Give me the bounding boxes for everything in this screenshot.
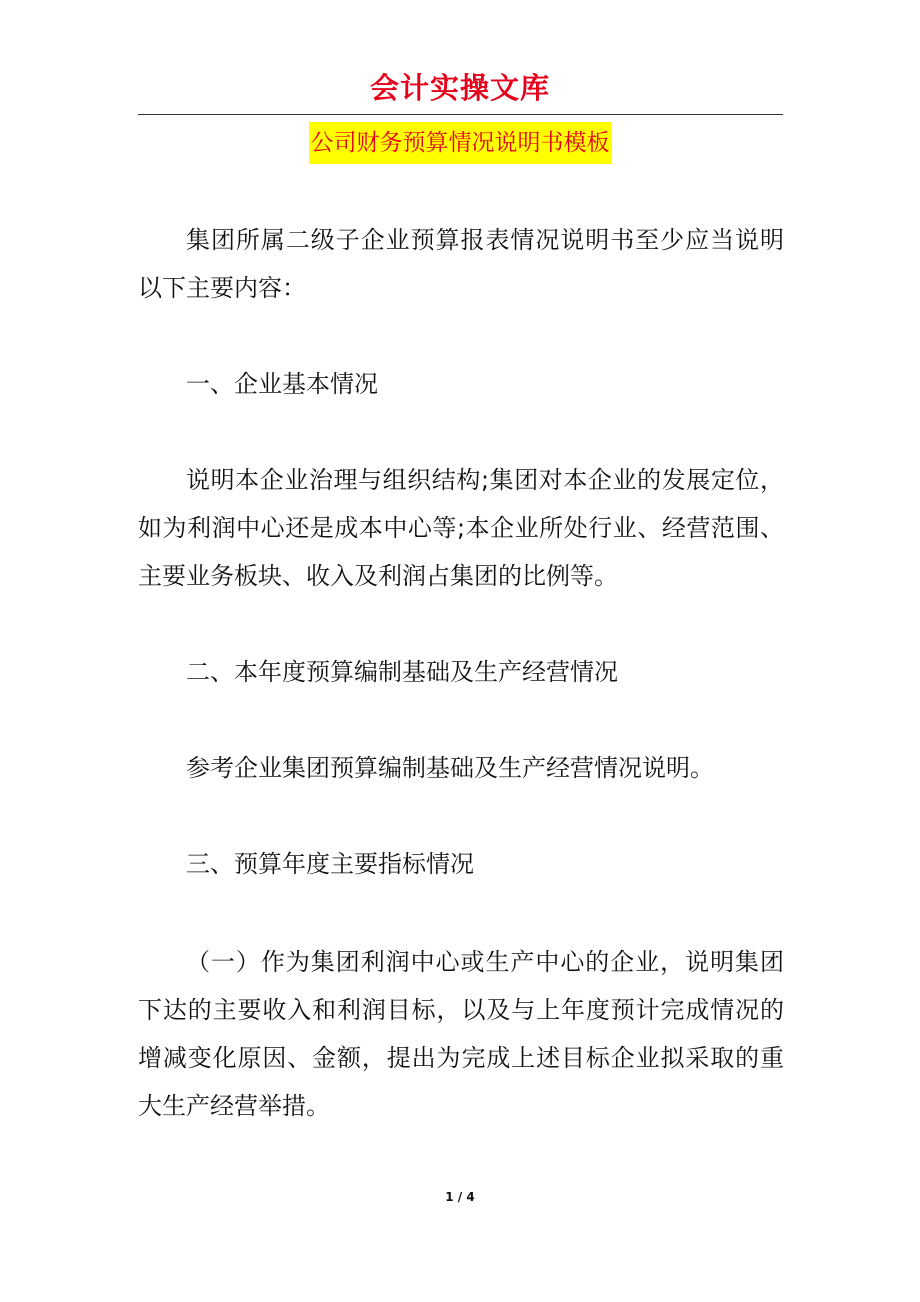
section-3-paragraph: （一）作为集团利润中心或生产中心的企业，说明集团下达的主要收入和利润目标，以及与上年度预计完成情况的增减变化原因、金额，提出为完成上述目标企业拟采取的重大生产经营举措。 bbox=[138, 948, 784, 1120]
section-1-paragraph: 说明本企业治理与组织结构;集团对本企业的发展定位，如为利润中心还是成本中心等;本企业所处行业、经营范围、主要业务板块、收入及利润占集团的比例等。 bbox=[138, 466, 784, 590]
section-3-heading: 三、预算年度主要指标情况 bbox=[186, 850, 474, 878]
intro-paragraph: 集团所属二级子企业预算报表情况说明书至少应当说明以下主要内容： bbox=[138, 226, 784, 302]
site-header-title: 会计实操文库 bbox=[369, 71, 550, 105]
section-1-heading: 一、企业基本情况 bbox=[186, 370, 378, 398]
document-title bbox=[0, 122, 920, 164]
page-number: 1 / 4 bbox=[445, 1190, 475, 1204]
header-divider bbox=[138, 114, 783, 115]
section-2-heading: 二、本年度预算编制基础及生产经营情况 bbox=[186, 658, 618, 686]
document-title-text: 公司财务预算情况说明书模板 bbox=[309, 122, 612, 164]
section-2-paragraph: 参考企业集团预算编制基础及生产经营情况说明。 bbox=[186, 754, 714, 782]
